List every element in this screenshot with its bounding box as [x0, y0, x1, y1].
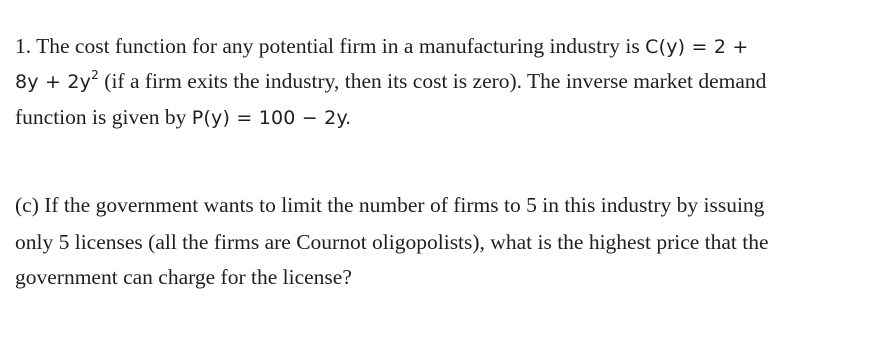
- part-c-line-3: government can charge for the license?: [15, 265, 352, 289]
- part-c-line-2: only 5 licenses (all the firms are Cournot oligopolists), what is the highest price that the: [15, 230, 769, 254]
- inverse-demand-formula: P(y) = 100 − 2y.: [191, 107, 352, 129]
- cost-function-exponent: 2: [91, 68, 99, 82]
- cost-function-terms: 8y + 2y: [15, 71, 92, 93]
- intro-text-3: function is given by: [15, 105, 192, 129]
- intro-text-2: (if a firm exits the industry, then its cost is zero). The inverse market demand: [98, 69, 767, 93]
- cost-function-formula-part2: [15, 68, 99, 93]
- intro-line-3: [15, 104, 351, 131]
- cost-function-formula-part1: C(y) = 2 +: [645, 36, 749, 58]
- intro-line-2: [15, 68, 766, 95]
- intro-text-1: 1. The cost function for any potential firm in a manufacturing industry is: [15, 34, 646, 58]
- intro-line-1: [15, 33, 749, 60]
- part-c-line-1: (c) If the government wants to limit the number of firms to 5 in this industry by issuing: [15, 193, 765, 217]
